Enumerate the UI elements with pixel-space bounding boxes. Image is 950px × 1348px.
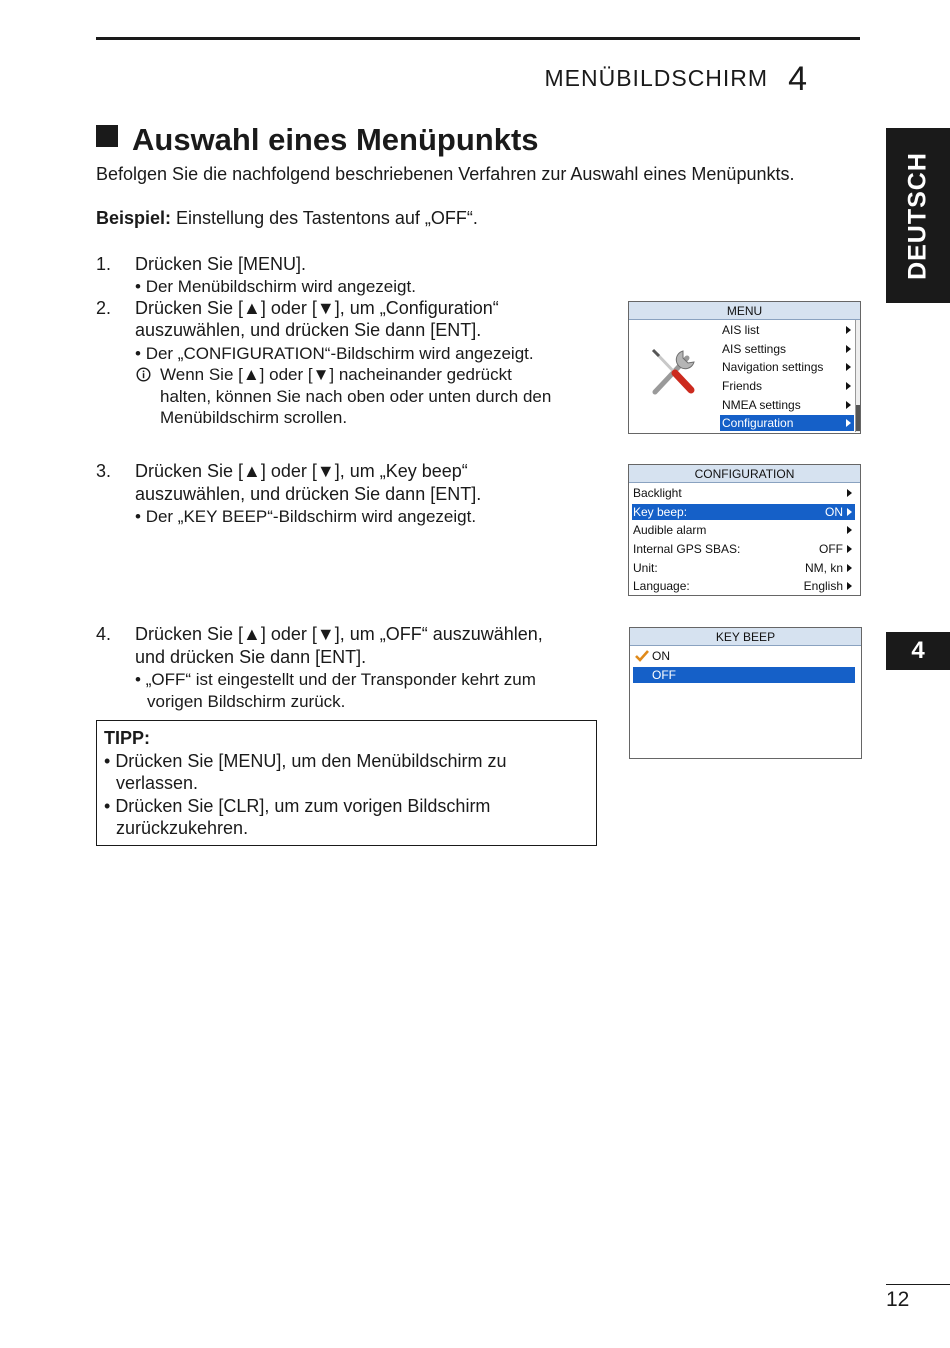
- running-header: [544, 56, 809, 98]
- arrow-right-icon: [847, 508, 852, 516]
- menu-item[interactable]: Navigation settings: [720, 359, 854, 375]
- config-item[interactable]: Unit: NM, kn: [632, 560, 855, 576]
- tip-bullet-2-cont: zurückzukehren.: [116, 818, 249, 838]
- arrow-right-icon: [847, 526, 852, 534]
- tip-bullet-1: • Drücken Sie [MENU], um den Menübildschirm zu: [104, 751, 507, 771]
- config-item[interactable]: Audible alarm: [632, 522, 855, 538]
- config-item-selected[interactable]: Key beep: ON: [632, 504, 855, 520]
- menu-item[interactable]: AIS list: [720, 322, 854, 338]
- menu-scrollbar[interactable]: [855, 320, 860, 432]
- arrow-right-icon: [847, 545, 852, 553]
- tip-box: [96, 720, 597, 846]
- step-1-text: Drücken Sie [MENU].: [135, 254, 307, 274]
- checkmark-icon: [635, 650, 649, 666]
- arrow-right-icon: [847, 489, 852, 497]
- arrow-right-icon: [846, 382, 851, 390]
- arrow-right-icon: [847, 564, 852, 572]
- page-number-rule: [886, 1284, 950, 1285]
- menu-item-selected[interactable]: Configuration: [720, 415, 854, 431]
- menu-screen-title: MENU: [629, 302, 860, 320]
- example-text: Einstellung des Tastentons auf „OFF“.: [171, 208, 478, 228]
- page-title-text: Auswahl eines Menüpunkts: [132, 122, 539, 157]
- step-1-bullet: • Der Menübildschirm wird angezeigt.: [135, 277, 416, 296]
- menu-item[interactable]: AIS settings: [720, 341, 854, 357]
- key-beep-option[interactable]: ON: [633, 648, 855, 664]
- step-4-line2: und drücken Sie dann [ENT].: [135, 647, 367, 667]
- configuration-screen-title: CONFIGURATION: [629, 465, 860, 483]
- menu-screen: [628, 301, 861, 434]
- menu-item[interactable]: Friends: [720, 378, 854, 394]
- step-2-bullet: • Der „CONFIGURATION“-Bildschirm wird angezeigt.: [135, 344, 534, 363]
- arrow-right-icon: [846, 401, 851, 409]
- page-number: 12: [886, 1288, 910, 1311]
- example-label: Beispiel:: [96, 208, 172, 228]
- config-item[interactable]: Language: English: [632, 578, 855, 594]
- step-2-info-line2: halten, können Sie nach oben oder unten durch den: [160, 387, 552, 406]
- step-2-line1: Drücken Sie [▲] oder [▼], um „Configuration“: [135, 298, 499, 318]
- step-2-number: 2.: [96, 298, 112, 318]
- step-4-bullet-line2: vorigen Bildschirm zurück.: [147, 692, 346, 711]
- step-4-bullet-line1: • „OFF“ ist eingestellt und der Transponder kehrt zum: [135, 670, 536, 689]
- arrow-right-icon: [847, 582, 852, 590]
- header-rule: [96, 37, 860, 40]
- info-icon: [136, 367, 151, 387]
- config-item[interactable]: Backlight: [632, 485, 855, 501]
- key-beep-option-selected[interactable]: OFF: [633, 667, 855, 683]
- step-1-number: 1.: [96, 254, 112, 274]
- arrow-right-icon: [846, 419, 851, 427]
- tip-bullet-1-cont: verlassen.: [116, 773, 199, 793]
- step-3-number: 3.: [96, 461, 112, 481]
- arrow-right-icon: [846, 326, 851, 334]
- step-2-line2: auszuwählen, und drücken Sie dann [ENT].: [135, 320, 482, 340]
- step-2-info-line1: Wenn Sie [▲] oder [▼] nacheinander gedrückt: [160, 365, 512, 384]
- step-3-line1: Drücken Sie [▲] oder [▼], um „Key beep“: [135, 461, 468, 481]
- step-4-number: 4.: [96, 624, 112, 644]
- step-2-info-line3: Menübildschirm scrollen.: [160, 408, 348, 427]
- tip-bullet-2: • Drücken Sie [CLR], um zum vorigen Bildschirm: [104, 796, 491, 816]
- square-bullet-icon: [96, 125, 118, 147]
- step-4-line1: Drücken Sie [▲] oder [▼], um „OFF“ auszuwählen,: [135, 624, 543, 644]
- chapter-number: 4: [788, 60, 808, 98]
- configuration-screen: [628, 464, 861, 596]
- chapter-tab: 4: [886, 632, 950, 670]
- wrench-screwdriver-icon: [647, 346, 699, 401]
- key-beep-screen: [629, 627, 862, 759]
- tip-label: TIPP:: [104, 728, 151, 748]
- step-3-bullet: • Der „KEY BEEP“-Bildschirm wird angezeigt.: [135, 507, 477, 526]
- key-beep-screen-title: KEY BEEP: [630, 628, 861, 646]
- config-item[interactable]: Internal GPS SBAS: OFF: [632, 541, 855, 557]
- page-title: [96, 122, 539, 158]
- arrow-right-icon: [846, 363, 851, 371]
- arrow-right-icon: [846, 345, 851, 353]
- intro-text: Befolgen Sie die nachfolgend beschriebenen Verfahren zur Auswahl eines Menüpunkts.: [96, 164, 795, 184]
- step-3-line2: auszuwählen, und drücken Sie dann [ENT].: [135, 484, 482, 504]
- language-tab: DEUTSCH: [886, 128, 950, 303]
- example-line: [96, 208, 478, 229]
- section-title: MENÜBILDSCHIRM: [544, 65, 769, 91]
- menu-item[interactable]: NMEA settings: [720, 397, 854, 413]
